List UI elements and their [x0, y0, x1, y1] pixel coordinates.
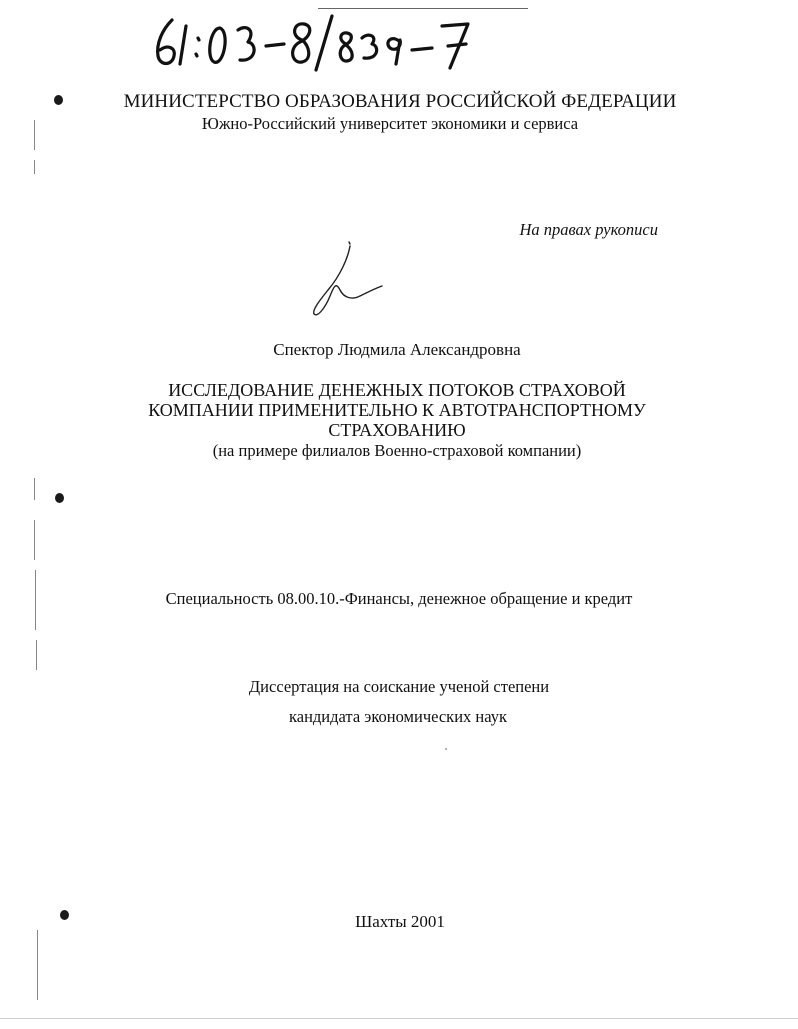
punch-hole-top	[54, 95, 63, 105]
ministry-heading: МИНИСТЕРСТВО ОБРАЗОВАНИЯ РОССИЙСКОЙ ФЕДЕРАЦИИ	[123, 91, 677, 112]
page-bottom-edge	[0, 1018, 798, 1019]
margin-mark	[34, 120, 35, 150]
margin-mark	[34, 478, 35, 500]
title-line-2: КОМПАНИИ ПРИМЕНИТЕЛЬНО К АВТОТРАНСПОРТНОМУ	[148, 400, 646, 420]
signature-drawing	[300, 238, 390, 320]
dissertation-degree-line-2: кандидата экономических наук	[288, 707, 507, 726]
dissertation-degree-line-1: Диссертация на соискание ученой степени	[248, 677, 550, 696]
archive-code-drawing	[150, 10, 490, 74]
punch-hole-bottom	[60, 910, 69, 920]
dissertation-title	[0, 380, 794, 440]
margin-mark	[36, 640, 37, 670]
title-line-3: СТРАХОВАНИЮ	[328, 420, 466, 440]
manuscript-note: На правах рукописи	[519, 220, 658, 239]
scan-speck	[445, 748, 447, 750]
author-name: Спектор Людмила Александровна	[273, 340, 521, 359]
margin-mark	[34, 160, 35, 174]
margin-mark	[34, 520, 35, 560]
margin-mark	[37, 930, 38, 1000]
specialty-line: Специальность 08.00.10.-Финансы, денежное обращение и кредит	[165, 589, 633, 608]
top-rule	[318, 8, 528, 9]
title-line-1: ИССЛЕДОВАНИЕ ДЕНЕЖНЫХ ПОТОКОВ СТРАХОВОЙ	[168, 380, 626, 400]
city-year: Шахты 2001	[355, 912, 445, 931]
university-name: Южно-Российский университет экономики и сервиса	[201, 114, 579, 133]
punch-hole-middle	[55, 493, 64, 503]
archive-code-handwritten	[150, 10, 490, 74]
author-signature	[300, 238, 390, 320]
margin-mark	[35, 570, 36, 630]
title-subtitle: (на примере филиалов Военно-страховой компании)	[212, 441, 582, 460]
